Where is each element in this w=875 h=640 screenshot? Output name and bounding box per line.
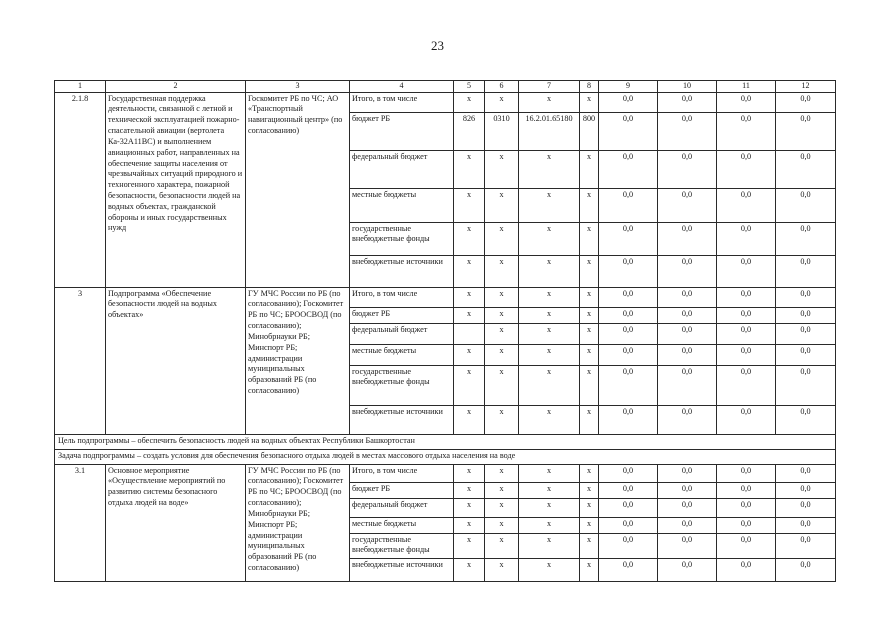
value-cell: x <box>454 255 485 287</box>
goal-row <box>55 434 836 449</box>
value-cell: 0,0 <box>658 464 717 482</box>
value-cell: x <box>580 498 599 517</box>
value-cell: x <box>454 405 485 434</box>
measure-number: 3 <box>55 287 106 434</box>
value-cell: x <box>519 188 580 222</box>
value-cell: 0,0 <box>776 150 836 188</box>
header-cell: 1 <box>55 81 106 93</box>
value-cell: 0,0 <box>599 112 658 150</box>
value-cell: x <box>580 533 599 558</box>
value-cell: 0,0 <box>599 498 658 517</box>
value-cell: 0,0 <box>776 365 836 405</box>
value-cell: 0,0 <box>776 307 836 323</box>
value-cell: x <box>519 287 580 307</box>
value-cell: x <box>454 188 485 222</box>
executor-list: Госкомитет РБ по ЧС; АО «Транспортный навигационный центр» (по согласованию) <box>246 92 350 287</box>
header-cell: 3 <box>246 81 350 93</box>
measure-number: 2.1.8 <box>55 92 106 287</box>
value-cell: 0,0 <box>717 498 776 517</box>
value-cell: x <box>519 323 580 344</box>
value-cell: x <box>519 558 580 581</box>
value-cell: x <box>485 533 519 558</box>
task-row <box>55 449 836 464</box>
value-cell: 0310 <box>485 112 519 150</box>
funding-source: федеральный бюджет <box>350 498 454 517</box>
value-cell: 0,0 <box>717 287 776 307</box>
value-cell: x <box>485 365 519 405</box>
measure-name: Основное мероприятие «Осуществление мероприятий по развитию системы безопасного отдыха людей на воде» <box>106 464 246 581</box>
funding-source: федеральный бюджет <box>350 323 454 344</box>
value-cell: 0,0 <box>717 482 776 498</box>
task-text: Задача подпрограммы – создать условия для обеспечения безопасного отдыха людей в местах массового отдыха населения на воде <box>55 449 836 464</box>
value-cell: 0,0 <box>776 533 836 558</box>
value-cell: 0,0 <box>717 92 776 112</box>
value-cell: x <box>485 498 519 517</box>
value-cell: 0,0 <box>717 112 776 150</box>
value-cell: x <box>580 222 599 255</box>
value-cell: 0,0 <box>599 558 658 581</box>
value-cell: x <box>485 287 519 307</box>
funding-source: местные бюджеты <box>350 188 454 222</box>
value-cell: x <box>485 188 519 222</box>
measure-number: 3.1 <box>55 464 106 581</box>
funding-source: Итого, в том числе <box>350 92 454 112</box>
value-cell: x <box>580 365 599 405</box>
value-cell: x <box>519 517 580 533</box>
value-cell: x <box>580 188 599 222</box>
value-cell: 0,0 <box>717 365 776 405</box>
value-cell: 0,0 <box>717 255 776 287</box>
value-cell: x <box>580 255 599 287</box>
value-cell: 0,0 <box>776 188 836 222</box>
value-cell: 0,0 <box>658 112 717 150</box>
value-cell: x <box>485 344 519 365</box>
measure-group-3-1 <box>55 464 836 581</box>
value-cell: 0,0 <box>717 533 776 558</box>
value-cell: x <box>580 517 599 533</box>
value-cell: 0,0 <box>658 222 717 255</box>
header-cell: 5 <box>454 81 485 93</box>
value-cell: 0,0 <box>776 558 836 581</box>
value-cell: x <box>485 323 519 344</box>
header-cell: 2 <box>106 81 246 93</box>
value-cell: 0,0 <box>658 344 717 365</box>
value-cell: x <box>519 150 580 188</box>
value-cell: 0,0 <box>658 405 717 434</box>
value-cell: x <box>580 92 599 112</box>
value-cell: x <box>454 558 485 581</box>
header-cell: 8 <box>580 81 599 93</box>
measure-group-2-1-8 <box>55 92 836 287</box>
value-cell: 0,0 <box>776 464 836 482</box>
value-cell: x <box>519 344 580 365</box>
value-cell: x <box>580 323 599 344</box>
value-cell: x <box>454 307 485 323</box>
value-cell: x <box>485 482 519 498</box>
value-cell: 0,0 <box>776 344 836 365</box>
value-cell: 0,0 <box>658 255 717 287</box>
value-cell: 0,0 <box>599 405 658 434</box>
page-number: 23 <box>431 38 444 53</box>
value-cell: 800 <box>580 112 599 150</box>
value-cell: x <box>519 307 580 323</box>
value-cell <box>454 323 485 344</box>
header-cell: 10 <box>658 81 717 93</box>
value-cell: 0,0 <box>599 92 658 112</box>
value-cell: x <box>580 150 599 188</box>
measure-name: Государственная поддержка деятельности, связанной с летной и технической эксплуатацией пожарно-спасательной авиации (вертолета Ка-32А11ВС) и выполнением авиационных работ, направленных на обеспечение защиты населения от чрезвычайных ситуаций природного и техногенного характера, пожарной безопасности, безопасности людей на водных объектах, гражданской обороны и иных государственных нужд <box>106 92 246 287</box>
value-cell: 0,0 <box>658 323 717 344</box>
value-cell: 0,0 <box>658 498 717 517</box>
table-row <box>55 287 836 307</box>
value-cell: x <box>454 92 485 112</box>
value-cell: 0,0 <box>776 222 836 255</box>
value-cell: x <box>485 558 519 581</box>
value-cell: x <box>519 482 580 498</box>
program-table <box>54 80 836 582</box>
value-cell: 0,0 <box>599 464 658 482</box>
value-cell: 0,0 <box>717 188 776 222</box>
value-cell: 0,0 <box>776 92 836 112</box>
value-cell: 0,0 <box>776 517 836 533</box>
value-cell: x <box>454 287 485 307</box>
funding-source: Итого, в том числе <box>350 464 454 482</box>
value-cell: x <box>454 150 485 188</box>
value-cell: 0,0 <box>776 482 836 498</box>
value-cell: x <box>454 482 485 498</box>
value-cell: x <box>580 482 599 498</box>
value-cell: 0,0 <box>599 307 658 323</box>
funding-source: бюджет РБ <box>350 482 454 498</box>
value-cell: x <box>580 464 599 482</box>
funding-source: Итого, в том числе <box>350 287 454 307</box>
header-row <box>55 81 836 93</box>
value-cell: x <box>519 92 580 112</box>
value-cell: 0,0 <box>658 533 717 558</box>
value-cell: x <box>485 517 519 533</box>
value-cell: 0,0 <box>658 188 717 222</box>
measure-name: Подпрограмма «Обеспечение безопасности людей на водных объектах» <box>106 287 246 434</box>
value-cell: 0,0 <box>599 533 658 558</box>
header-cell: 9 <box>599 81 658 93</box>
value-cell: 0,0 <box>776 498 836 517</box>
funding-source: федеральный бюджет <box>350 150 454 188</box>
value-cell: x <box>454 498 485 517</box>
value-cell: 0,0 <box>717 517 776 533</box>
value-cell: x <box>454 517 485 533</box>
value-cell: 0,0 <box>717 558 776 581</box>
value-cell: 0,0 <box>599 222 658 255</box>
table-row <box>55 464 836 482</box>
value-cell: 0,0 <box>599 188 658 222</box>
value-cell: x <box>519 255 580 287</box>
value-cell: 0,0 <box>599 255 658 287</box>
table-row <box>55 92 836 112</box>
value-cell: x <box>580 344 599 365</box>
value-cell: 16.2.01.65180 <box>519 112 580 150</box>
value-cell: 0,0 <box>776 287 836 307</box>
header-cell: 4 <box>350 81 454 93</box>
value-cell: x <box>454 533 485 558</box>
funding-source: внебюджетные источники <box>350 255 454 287</box>
value-cell: 0,0 <box>599 287 658 307</box>
value-cell: 0,0 <box>658 558 717 581</box>
value-cell: 0,0 <box>658 365 717 405</box>
funding-source: местные бюджеты <box>350 517 454 533</box>
value-cell: 0,0 <box>658 482 717 498</box>
value-cell: x <box>519 405 580 434</box>
value-cell: x <box>485 405 519 434</box>
value-cell: x <box>519 365 580 405</box>
value-cell: 0,0 <box>599 517 658 533</box>
value-cell: 0,0 <box>776 255 836 287</box>
value-cell: 0,0 <box>717 150 776 188</box>
value-cell: x <box>519 222 580 255</box>
value-cell: 0,0 <box>658 307 717 323</box>
funding-source: внебюджетные источники <box>350 558 454 581</box>
value-cell: x <box>580 405 599 434</box>
value-cell: 0,0 <box>599 482 658 498</box>
value-cell: x <box>485 307 519 323</box>
value-cell: x <box>454 344 485 365</box>
goal-text: Цель подпрограммы – обеспечить безопасность людей на водных объектах Республики Башкортостан <box>55 434 836 449</box>
value-cell: 0,0 <box>717 344 776 365</box>
funding-source: бюджет РБ <box>350 112 454 150</box>
value-cell: x <box>485 150 519 188</box>
executor-list: ГУ МЧС России по РБ (по согласованию); Госкомитет РБ по ЧС; БРООСВОД (по согласованию); Минобрнауки РБ; Минспорт РБ; администрации муниципальных образований РБ (по согласованию) <box>246 287 350 434</box>
header-cell: 11 <box>717 81 776 93</box>
executor-list: ГУ МЧС России по РБ (по согласованию); Госкомитет РБ по ЧС; БРООСВОД (по согласованию); Минобрнауки РБ; Минспорт РБ; администрации муниципальных образований РБ (по согласованию) <box>246 464 350 581</box>
value-cell: x <box>519 533 580 558</box>
value-cell: 0,0 <box>599 150 658 188</box>
value-cell: 0,0 <box>658 287 717 307</box>
funding-source: местные бюджеты <box>350 344 454 365</box>
value-cell: 0,0 <box>658 92 717 112</box>
value-cell: x <box>454 464 485 482</box>
value-cell: 0,0 <box>717 323 776 344</box>
header-cell: 7 <box>519 81 580 93</box>
value-cell: x <box>454 222 485 255</box>
value-cell: x <box>485 222 519 255</box>
subprogram-group-3 <box>55 287 836 434</box>
value-cell: 0,0 <box>776 405 836 434</box>
value-cell: 0,0 <box>599 323 658 344</box>
funding-source: государственные внебюджетные фонды <box>350 365 454 405</box>
header-cell: 12 <box>776 81 836 93</box>
value-cell: x <box>580 287 599 307</box>
value-cell: 0,0 <box>776 323 836 344</box>
value-cell: 0,0 <box>658 150 717 188</box>
value-cell: x <box>485 92 519 112</box>
value-cell: x <box>519 464 580 482</box>
value-cell: 826 <box>454 112 485 150</box>
funding-source: государственные внебюджетные фонды <box>350 533 454 558</box>
value-cell: x <box>485 464 519 482</box>
value-cell: x <box>580 307 599 323</box>
value-cell: x <box>519 498 580 517</box>
funding-source: бюджет РБ <box>350 307 454 323</box>
value-cell: 0,0 <box>717 222 776 255</box>
value-cell: x <box>485 255 519 287</box>
value-cell: 0,0 <box>599 344 658 365</box>
value-cell: 0,0 <box>717 307 776 323</box>
header-cell: 6 <box>485 81 519 93</box>
value-cell: x <box>580 558 599 581</box>
value-cell: 0,0 <box>717 464 776 482</box>
value-cell: 0,0 <box>776 112 836 150</box>
value-cell: 0,0 <box>599 365 658 405</box>
value-cell: 0,0 <box>658 517 717 533</box>
funding-source: внебюджетные источники <box>350 405 454 434</box>
value-cell: x <box>454 365 485 405</box>
value-cell: 0,0 <box>717 405 776 434</box>
funding-source: государственные внебюджетные фонды <box>350 222 454 255</box>
